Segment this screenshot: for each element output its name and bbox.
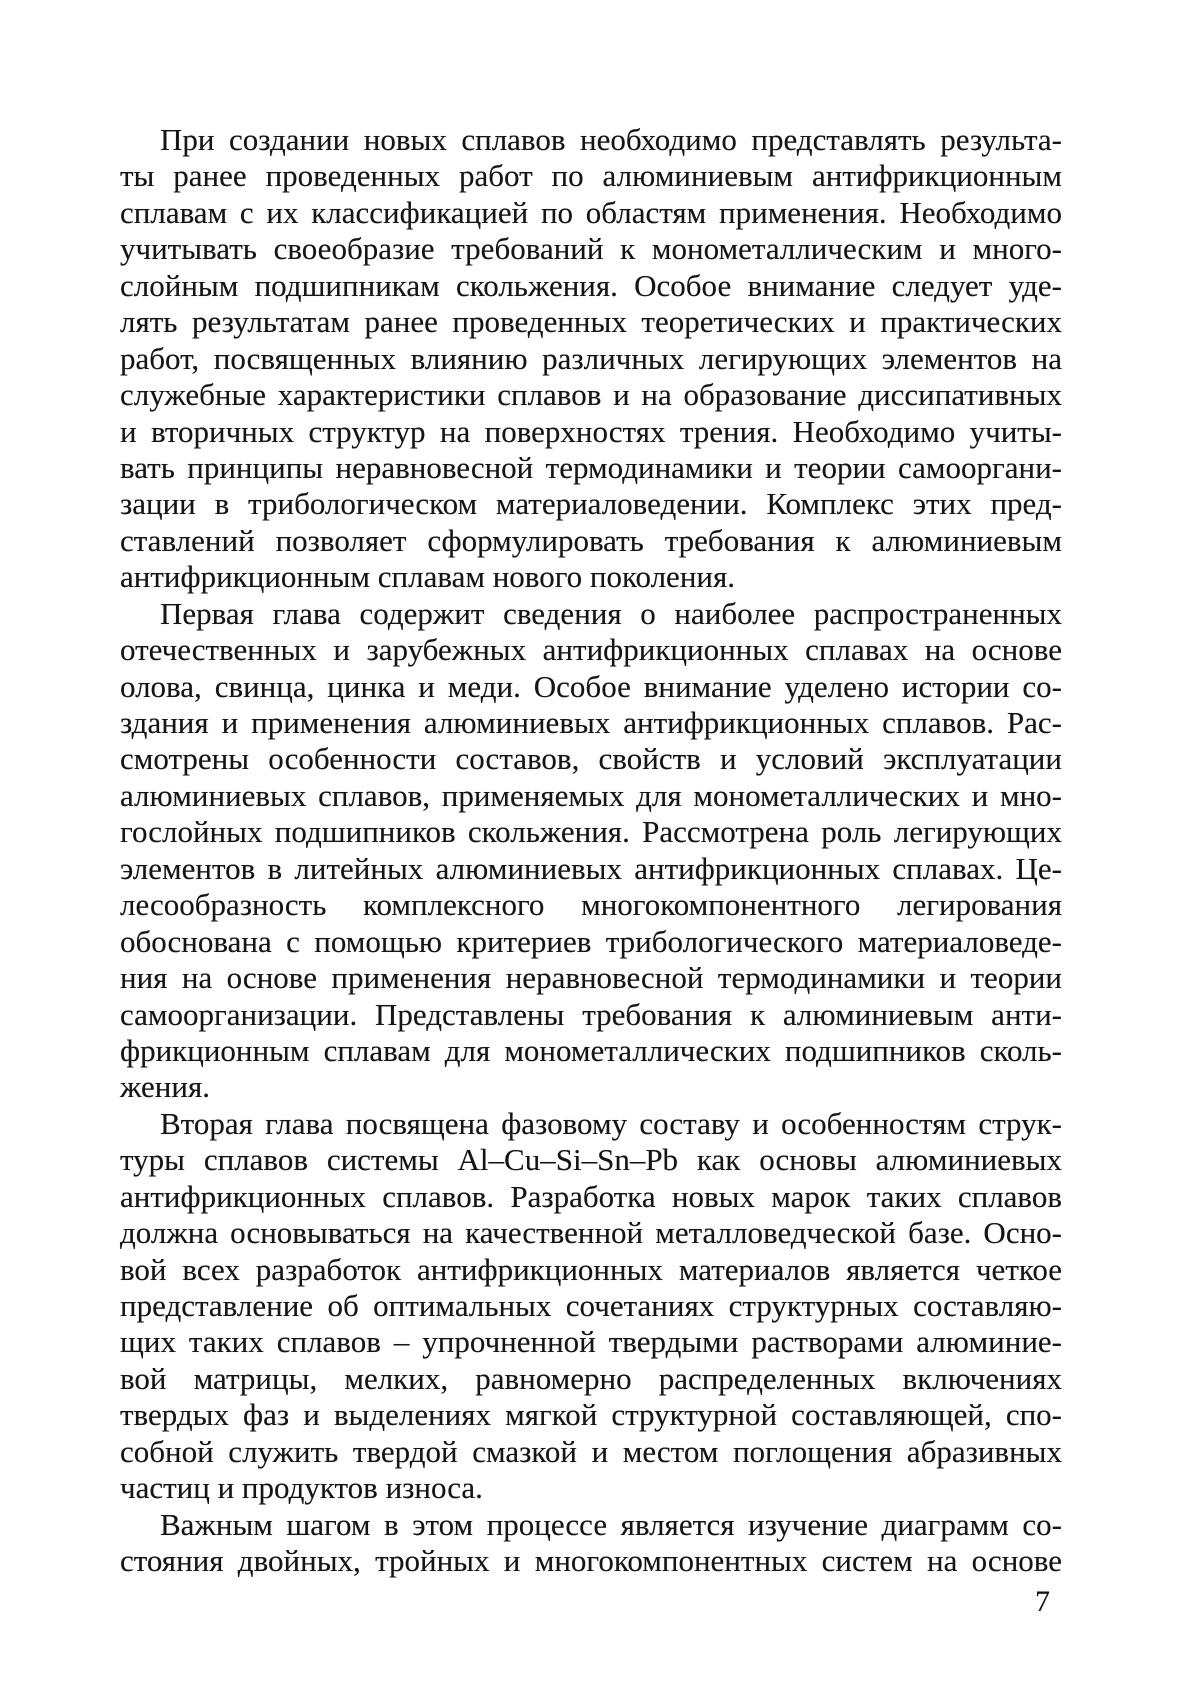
text-line: Важным шагом в этом процессе является изучение диаграмм со- xyxy=(160,1506,1062,1542)
text-line: ты ранее проведенных работ по алюминиевым антифрикционным xyxy=(120,158,1062,194)
text-line: алюминиевых сплавов, применяемых для монометаллических и мно- xyxy=(120,777,1062,813)
text-line: и вторичных структур на поверхностях трения. Необходимо учиты- xyxy=(120,413,1062,449)
text-line: элементов в литейных алюминиевых антифрикционных сплавах. Це- xyxy=(120,850,1062,886)
text-line: должна основываться на качественной металловедческой базе. Осно- xyxy=(120,1215,1062,1251)
text-line: щих таких сплавов – упрочненной твердыми растворами алюминие- xyxy=(120,1324,1062,1360)
text-line: собной служить твердой смазкой и местом поглощения абразивных xyxy=(120,1433,1062,1469)
text-block xyxy=(120,122,1062,1580)
text-line: самоорганизации. Представлены требования к алюминиевым анти- xyxy=(120,996,1062,1032)
paragraph-3 xyxy=(120,1106,1062,1507)
text-line: слойным подшипникам скольжения. Особое внимание следует уде- xyxy=(120,267,1062,303)
text-line: твердых фаз и выделениях мягкой структурной составляющей, спо- xyxy=(120,1397,1062,1433)
text-line: обоснована с помощью критериев трибологического материаловеде- xyxy=(120,923,1062,959)
text-line: зации в трибологическом материаловедении. Комплекс этих пред- xyxy=(120,486,1062,522)
text-line: ставлений позволяет сформулировать требования к алюминиевым xyxy=(120,522,1062,558)
text-line: работ, посвященных влиянию различных легирующих элементов на xyxy=(120,340,1062,376)
text-line: вой всех разработок антифрикционных материалов является четкое xyxy=(120,1251,1062,1287)
text-line: антифрикционным сплавам нового поколения. xyxy=(120,559,736,595)
text-line: вой матрицы, мелких, равномерно распределенных включениях xyxy=(120,1360,1062,1396)
text-line: фрикционным сплавам для монометаллических подшипников сколь- xyxy=(120,1032,1062,1068)
paragraph-1 xyxy=(120,122,1062,596)
paragraph-2 xyxy=(120,596,1062,1106)
text-line: служебные характеристики сплавов и на образование диссипативных xyxy=(120,377,1062,413)
text-line: стояния двойных, тройных и многокомпонентных систем на основе xyxy=(120,1543,1062,1579)
paragraph-4 xyxy=(120,1507,1062,1580)
text-line: жения. xyxy=(120,1069,210,1105)
text-line: Вторая глава посвящена фазовому составу и особенностям струк- xyxy=(160,1105,1062,1141)
text-line: ния на основе применения неравновесной термодинамики и теории xyxy=(120,960,1062,996)
text-line: здания и применения алюминиевых антифрикционных сплавов. Рас- xyxy=(120,705,1062,740)
text-line: учитывать своеобразие требований к монометаллическим и много- xyxy=(120,231,1062,267)
text-line: смотрены особенности составов, свойств и условий эксплуатации xyxy=(120,741,1062,777)
text-line: олова, свинца, цинка и меди. Особое внимание уделено истории со- xyxy=(120,668,1062,704)
page-number: 7 xyxy=(1035,1585,1050,1618)
text-line: лять результатам ранее проведенных теоретических и практических xyxy=(120,304,1062,340)
text-line: лесообразность комплексного многокомпонентного легирования xyxy=(120,887,1062,923)
text-line: антифрикционных сплавов. Разработка новых марок таких сплавов xyxy=(120,1178,1062,1214)
text-line: частиц и продуктов износа. xyxy=(120,1470,483,1506)
text-line: вать принципы неравновесной термодинамики и теории самооргани- xyxy=(120,449,1062,485)
text-line: Первая глава содержит сведения о наиболее распространенных xyxy=(160,595,1062,631)
text-line: отечественных и зарубежных антифрикционных сплавах на основе xyxy=(120,632,1062,668)
text-line: туры сплавов системы Al–Cu–Si–Sn–Pb как основы алюминиевых xyxy=(120,1142,1062,1178)
text-line: При создании новых сплавов необходимо представлять результа- xyxy=(160,122,1062,157)
text-line: гослойных подшипников скольжения. Рассмотрена роль легирующих xyxy=(120,814,1062,850)
text-line: представление об оптимальных сочетаниях структурных составляю- xyxy=(120,1288,1062,1323)
text-line: сплавам с их классификацией по областям применения. Необходимо xyxy=(120,194,1062,230)
